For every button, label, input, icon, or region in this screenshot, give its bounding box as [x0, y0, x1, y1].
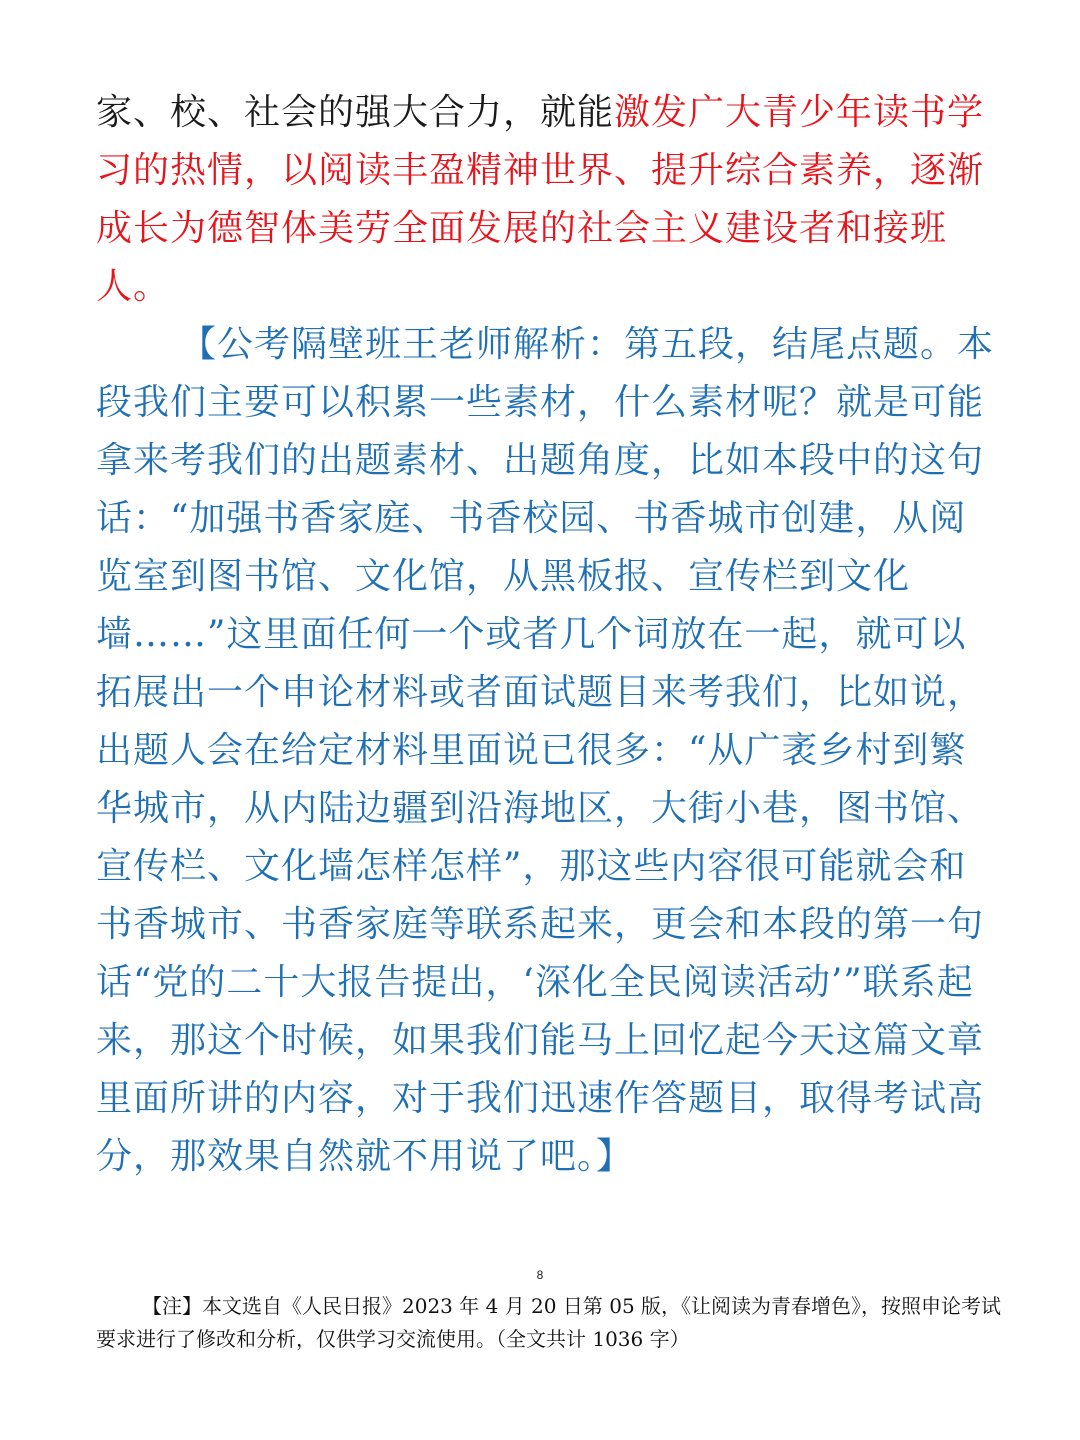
- highlighted-text: 激发广大青少年读书学习的热情，以阅读丰盈精神世界、提升综合素养，逐渐成长为德智体美劳全面发展的社会主义建设者和接班人。: [96, 92, 985, 307]
- source-footnote: 【注】本文选自《人民日报》2023 年 4 月 20 日第 05 版，《让阅读为青春增色》，按照申论考试要求进行了修改和分析，仅供学习交流使用。（全文共计 1036 字）: [96, 1294, 1002, 1351]
- page-number: 8: [536, 1268, 544, 1282]
- teacher-analysis: 【公考隔壁班王老师解析：第五段，结尾点题。本段我们主要可以积累一些素材，什么素材呢？就是可能拿来考我们的出题素材、出题角度，比如本段中的这句话：“加强书香家庭、书香校园、书香城市创建，从阅览室到图书馆、文化馆，从黑板报、宣传栏到文化墙……”这里面任何一个或者几个词放在一起，就可以拓展出一个申论材料或者面试题目来考我们，比如说，出题人会在给定材料里面说已很多：“从广袤乡村到繁华城市，从内陆边疆到沿海地区，大街小巷，图书馆、宣传栏、文化墙怎样怎样”，那这些内容很可能就会和书香城市、书香家庭等联系起来，更会和本段的第一句话“党的二十大报告提出，‘深化全民阅读活动’”联系起来，那这个时候，如果我们能马上回忆起今天这篇文章里面所讲的内容，对于我们迅速作答题目，取得考试高分，那效果自然就不用说了吧。】: [96, 324, 995, 1177]
- paragraph-conclusion: [96, 84, 996, 316]
- paragraph-lead-text: 家、校、社会的强大合力，就能: [96, 92, 615, 133]
